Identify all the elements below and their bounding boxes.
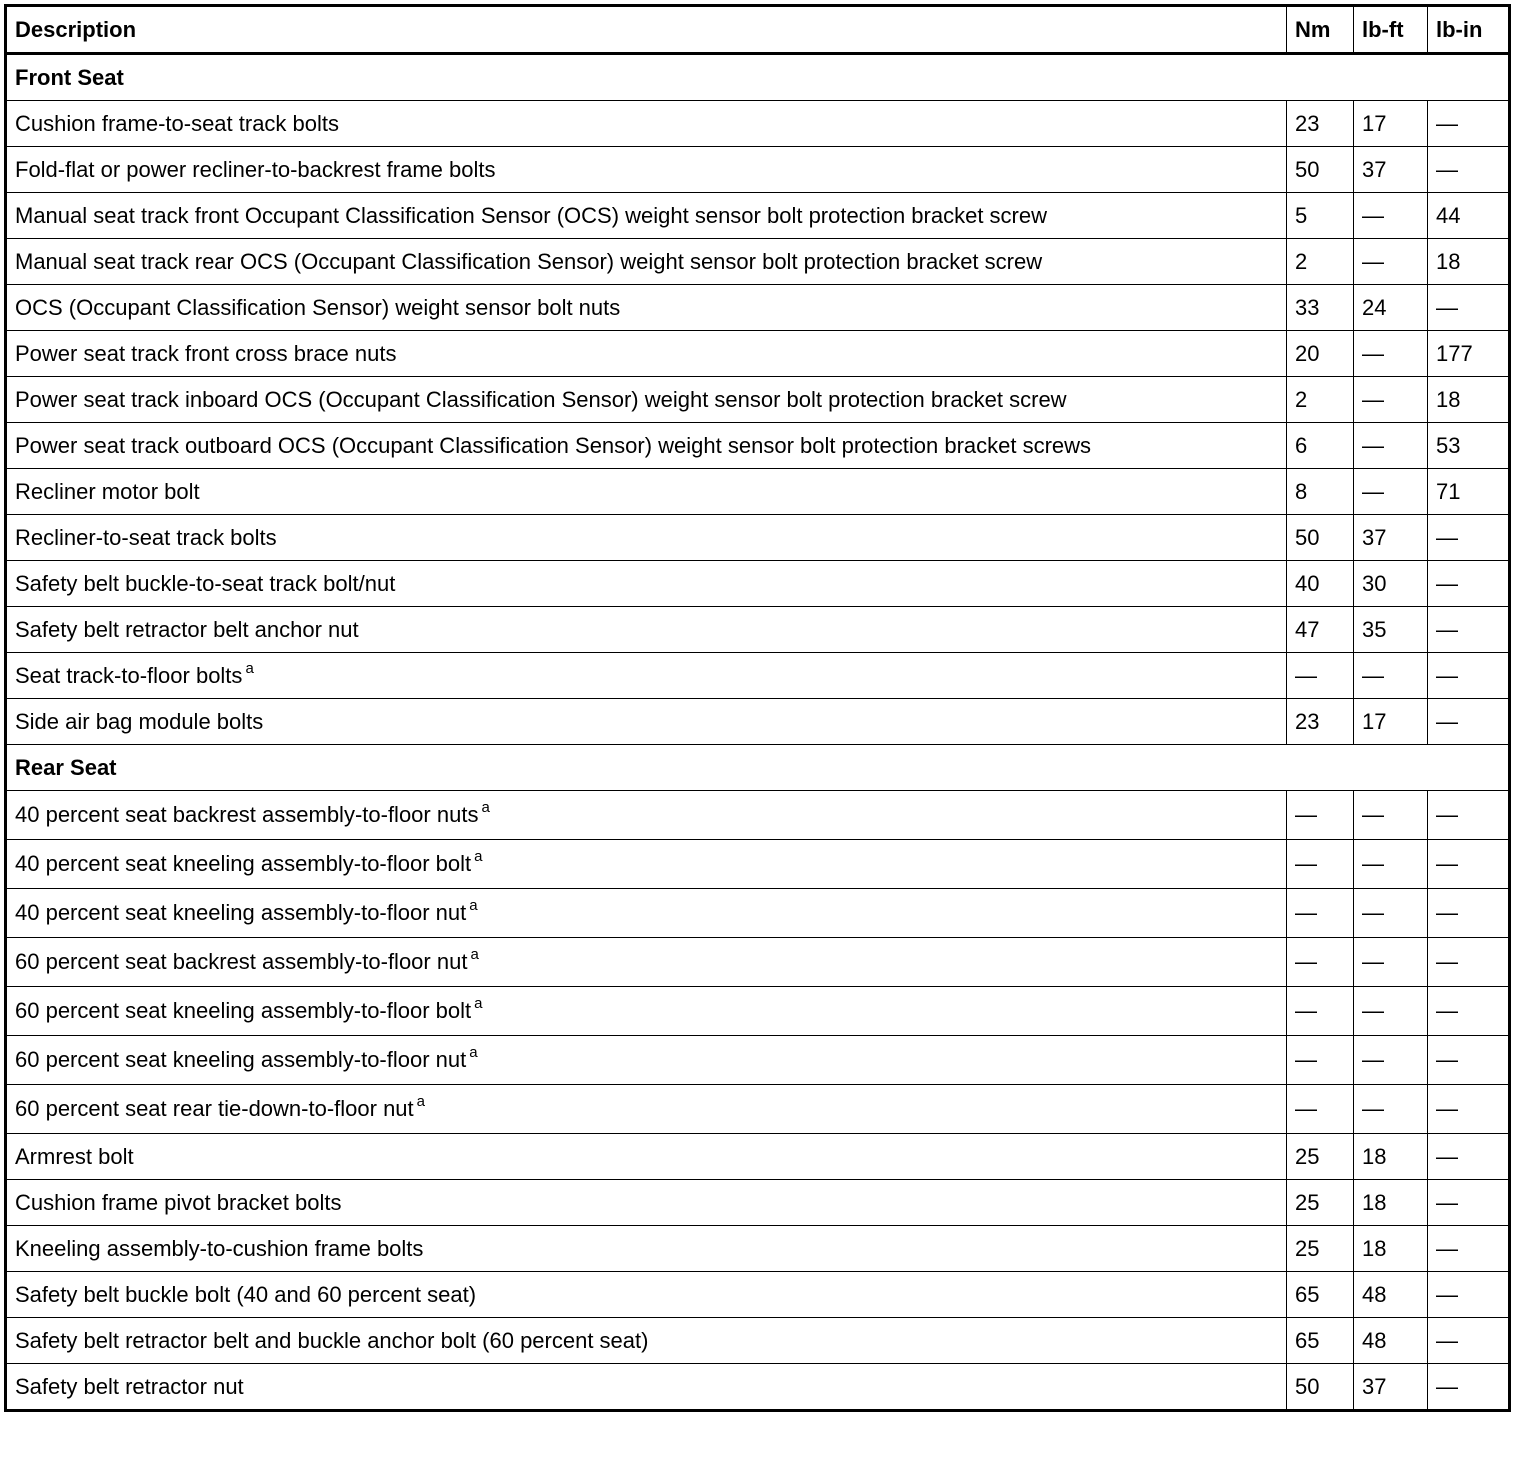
nm-cell: — [1287, 840, 1354, 889]
description-cell [6, 987, 1287, 1036]
lb-in-cell: — [1428, 938, 1510, 987]
description-cell [6, 239, 1287, 285]
nm-cell: — [1287, 653, 1354, 699]
lb-in-cell: — [1428, 1085, 1510, 1134]
header-nm: Nm [1287, 6, 1354, 54]
lb-ft-cell: 18 [1354, 1226, 1428, 1272]
description-text: 60 percent seat rear tie-down-to-floor nut [15, 1096, 414, 1121]
footnote-marker: a [416, 1093, 425, 1110]
nm-cell: 5 [1287, 193, 1354, 239]
description-cell [6, 377, 1287, 423]
table-row [6, 653, 1510, 699]
header-lb-ft: lb-ft [1354, 6, 1428, 54]
description-text: Fold-flat or power recliner-to-backrest frame bolts [15, 156, 496, 182]
description-text: Power seat track front cross brace nuts [15, 340, 397, 366]
table-header [6, 6, 1510, 54]
description-text: Side air bag module bolts [15, 708, 264, 734]
lb-ft-cell: 37 [1354, 147, 1428, 193]
table-row [6, 469, 1510, 515]
table-row [6, 1085, 1510, 1134]
description-text: 40 percent seat kneeling assembly-to-floor nut [15, 900, 467, 925]
lb-ft-cell: 37 [1354, 1364, 1428, 1411]
torque-spec-table [4, 4, 1511, 1412]
description-text: Safety belt retractor nut [15, 1373, 244, 1399]
table-row [6, 1226, 1510, 1272]
description-text: Safety belt retractor belt and buckle anchor bolt (60 percent seat) [15, 1327, 649, 1353]
nm-cell: 50 [1287, 515, 1354, 561]
lb-in-cell: — [1428, 607, 1510, 653]
header-description: Description [6, 6, 1287, 54]
description-cell [6, 699, 1287, 745]
lb-in-cell: — [1428, 1134, 1510, 1180]
nm-cell: 33 [1287, 285, 1354, 331]
description-cell [6, 331, 1287, 377]
lb-in-cell: — [1428, 285, 1510, 331]
description-cell [6, 1226, 1287, 1272]
description-text: 40 percent seat kneeling assembly-to-floor bolt [15, 851, 472, 876]
description-text: Seat track-to-floor bolts [15, 662, 243, 688]
table-row [6, 1036, 1510, 1085]
lb-ft-cell: 48 [1354, 1318, 1428, 1364]
lb-in-cell: — [1428, 1226, 1510, 1272]
description-cell [6, 938, 1287, 987]
section-title: Rear Seat [6, 745, 1510, 791]
description-cell [6, 561, 1287, 607]
nm-cell: 50 [1287, 147, 1354, 193]
table-row [6, 101, 1510, 147]
description-cell [6, 1180, 1287, 1226]
nm-cell: 23 [1287, 699, 1354, 745]
nm-cell: 65 [1287, 1318, 1354, 1364]
description-cell [6, 469, 1287, 515]
lb-ft-cell: — [1354, 889, 1428, 938]
table-row [6, 239, 1510, 285]
description-cell [6, 1364, 1287, 1411]
lb-in-cell: — [1428, 1272, 1510, 1318]
table-row [6, 840, 1510, 889]
description-cell [6, 515, 1287, 561]
table-row [6, 147, 1510, 193]
lb-in-cell: — [1428, 561, 1510, 607]
table-row [6, 987, 1510, 1036]
table-row [6, 791, 1510, 840]
nm-cell: 20 [1287, 331, 1354, 377]
description-cell [6, 1134, 1287, 1180]
header-lb-in: lb-in [1428, 6, 1510, 54]
nm-cell: 6 [1287, 423, 1354, 469]
table-row [6, 377, 1510, 423]
nm-cell: 2 [1287, 377, 1354, 423]
description-cell [6, 840, 1287, 889]
description-text: Manual seat track front Occupant Classification Sensor (OCS) weight sensor bolt protection bracket screw [15, 202, 1048, 228]
description-text: Recliner-to-seat track bolts [15, 524, 277, 550]
description-text: Safety belt retractor belt anchor nut [15, 616, 359, 642]
description-text: Power seat track outboard OCS (Occupant Classification Sensor) weight sensor bolt protection bracket screws [15, 432, 1092, 458]
nm-cell: — [1287, 1036, 1354, 1085]
nm-cell: 50 [1287, 1364, 1354, 1411]
lb-in-cell: — [1428, 889, 1510, 938]
lb-in-cell: — [1428, 1180, 1510, 1226]
description-cell [6, 1085, 1287, 1134]
lb-ft-cell: 48 [1354, 1272, 1428, 1318]
lb-in-cell: — [1428, 101, 1510, 147]
footnote-marker: a [469, 1044, 478, 1061]
table-row [6, 515, 1510, 561]
lb-ft-cell: 18 [1354, 1134, 1428, 1180]
table-row [6, 1134, 1510, 1180]
description-text: Recliner motor bolt [15, 478, 200, 504]
lb-ft-cell: — [1354, 840, 1428, 889]
table-row [6, 561, 1510, 607]
description-cell [6, 653, 1287, 699]
nm-cell: — [1287, 791, 1354, 840]
description-cell [6, 423, 1287, 469]
lb-in-cell: — [1428, 515, 1510, 561]
nm-cell: — [1287, 1085, 1354, 1134]
table-body [6, 54, 1510, 1411]
lb-ft-cell: 24 [1354, 285, 1428, 331]
footnote-marker: a [474, 848, 483, 865]
lb-in-cell: — [1428, 987, 1510, 1036]
description-text: Kneeling assembly-to-cushion frame bolts [15, 1235, 424, 1261]
description-cell [6, 147, 1287, 193]
nm-cell: 25 [1287, 1180, 1354, 1226]
description-cell [6, 285, 1287, 331]
footnote-marker: a [474, 995, 483, 1012]
lb-in-cell: — [1428, 699, 1510, 745]
table-row [6, 938, 1510, 987]
table-row [6, 1180, 1510, 1226]
nm-cell: — [1287, 938, 1354, 987]
lb-in-cell: 18 [1428, 377, 1510, 423]
description-text: Safety belt buckle bolt (40 and 60 percent seat) [15, 1281, 477, 1307]
lb-ft-cell: — [1354, 239, 1428, 285]
footnote-marker: a [470, 946, 479, 963]
section-row [6, 745, 1510, 791]
lb-ft-cell: — [1354, 469, 1428, 515]
description-text: Power seat track inboard OCS (Occupant Classification Sensor) weight sensor bolt protection bracket screw [15, 386, 1067, 412]
description-cell [6, 791, 1287, 840]
nm-cell: 23 [1287, 101, 1354, 147]
lb-in-cell: — [1428, 791, 1510, 840]
description-cell [6, 193, 1287, 239]
lb-in-cell: 44 [1428, 193, 1510, 239]
lb-in-cell: — [1428, 840, 1510, 889]
lb-ft-cell: 30 [1354, 561, 1428, 607]
description-text: 60 percent seat kneeling assembly-to-floor nut [15, 1047, 467, 1072]
lb-in-cell: — [1428, 1036, 1510, 1085]
lb-in-cell: — [1428, 653, 1510, 699]
table-row [6, 699, 1510, 745]
description-text: Manual seat track rear OCS (Occupant Classification Sensor) weight sensor bolt protection bracket screw [15, 248, 1043, 274]
table-row [6, 331, 1510, 377]
description-text: Cushion frame-to-seat track bolts [15, 110, 340, 136]
description-cell [6, 1036, 1287, 1085]
lb-ft-cell: 35 [1354, 607, 1428, 653]
nm-cell: 47 [1287, 607, 1354, 653]
lb-in-cell: — [1428, 1364, 1510, 1411]
description-text: 40 percent seat backrest assembly-to-floor nuts [15, 802, 479, 827]
lb-ft-cell: — [1354, 1036, 1428, 1085]
description-text: 60 percent seat kneeling assembly-to-floor bolt [15, 998, 472, 1023]
lb-ft-cell: — [1354, 193, 1428, 239]
description-text: Safety belt buckle-to-seat track bolt/nut [15, 570, 396, 596]
section-row [6, 54, 1510, 101]
table-row [6, 1318, 1510, 1364]
table-row [6, 1272, 1510, 1318]
table-row [6, 285, 1510, 331]
description-cell [6, 1272, 1287, 1318]
nm-cell: 65 [1287, 1272, 1354, 1318]
nm-cell: 25 [1287, 1134, 1354, 1180]
table-row [6, 193, 1510, 239]
footnote-marker: a [481, 799, 490, 816]
lb-in-cell: 177 [1428, 331, 1510, 377]
lb-ft-cell: — [1354, 938, 1428, 987]
lb-ft-cell: — [1354, 1085, 1428, 1134]
lb-ft-cell: — [1354, 377, 1428, 423]
footnote-marker: a [245, 659, 254, 677]
footnote-marker: a [469, 897, 478, 914]
lb-ft-cell: — [1354, 791, 1428, 840]
description-cell [6, 607, 1287, 653]
description-cell [6, 1318, 1287, 1364]
table-row [6, 1364, 1510, 1411]
lb-in-cell: — [1428, 1318, 1510, 1364]
description-text: OCS (Occupant Classification Sensor) weight sensor bolt nuts [15, 294, 621, 320]
lb-ft-cell: — [1354, 423, 1428, 469]
lb-ft-cell: 18 [1354, 1180, 1428, 1226]
table-row [6, 889, 1510, 938]
description-text: Armrest bolt [15, 1143, 134, 1169]
header-row [6, 6, 1510, 54]
lb-in-cell: 53 [1428, 423, 1510, 469]
lb-ft-cell: 17 [1354, 699, 1428, 745]
description-text: 60 percent seat backrest assembly-to-floor nut [15, 949, 468, 974]
lb-in-cell: 71 [1428, 469, 1510, 515]
lb-ft-cell: 17 [1354, 101, 1428, 147]
lb-in-cell: — [1428, 147, 1510, 193]
description-text: Cushion frame pivot bracket bolts [15, 1189, 342, 1215]
nm-cell: — [1287, 889, 1354, 938]
description-cell [6, 889, 1287, 938]
nm-cell: 8 [1287, 469, 1354, 515]
nm-cell: 2 [1287, 239, 1354, 285]
lb-ft-cell: 37 [1354, 515, 1428, 561]
table-row [6, 423, 1510, 469]
lb-ft-cell: — [1354, 653, 1428, 699]
description-cell [6, 101, 1287, 147]
nm-cell: — [1287, 987, 1354, 1036]
lb-ft-cell: — [1354, 987, 1428, 1036]
nm-cell: 25 [1287, 1226, 1354, 1272]
section-title: Front Seat [6, 54, 1510, 101]
lb-ft-cell: — [1354, 331, 1428, 377]
lb-in-cell: 18 [1428, 239, 1510, 285]
table-row [6, 607, 1510, 653]
nm-cell: 40 [1287, 561, 1354, 607]
